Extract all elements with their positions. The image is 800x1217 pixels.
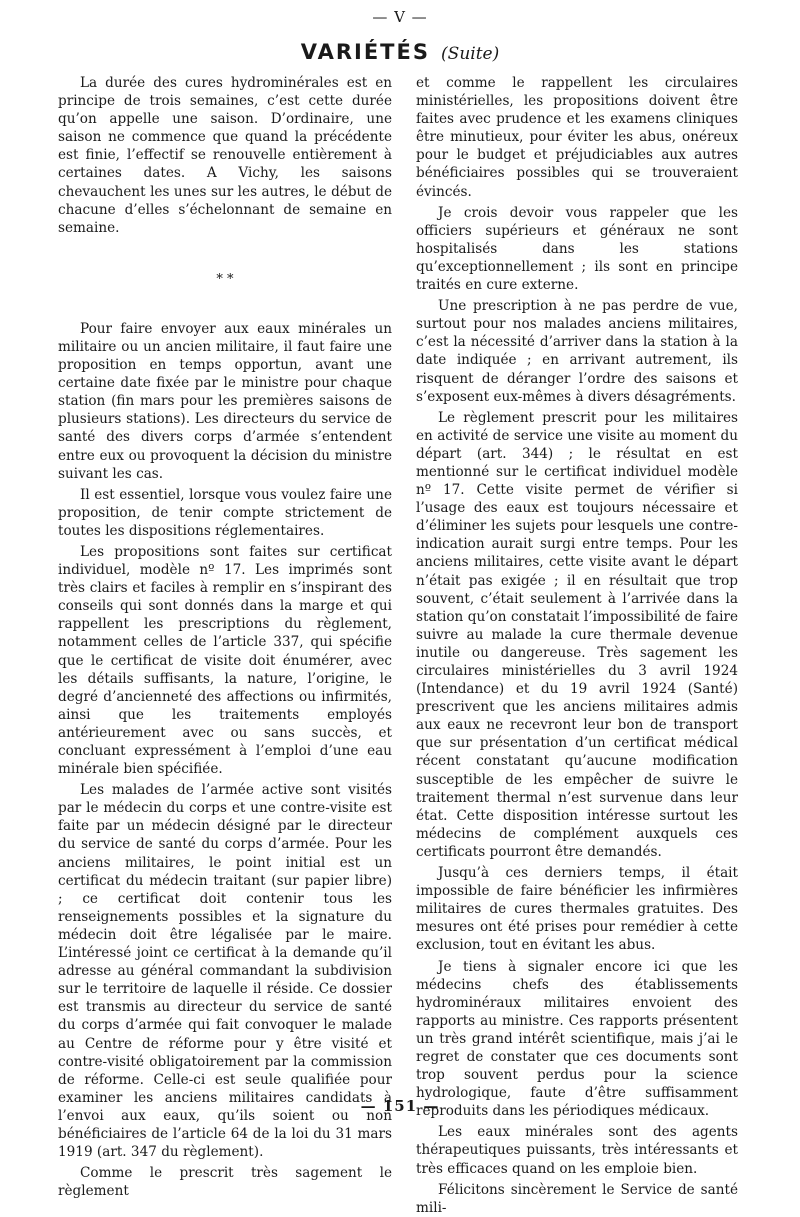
paragraph: Jusqu’à ces derniers temps, il était impossible de faire bénéficier les infirmières militaires de cures thermales gratuites. Des mesures ont été prises pour remédier à cette exclusion, tout en évitant les abus. <box>416 865 738 954</box>
right-column <box>416 74 738 1217</box>
paragraph: La durée des cures hydrominérales est en principe de trois semaines, c’est cette durée qu’on appelle une saison. D’ordinaire, une saison ne commence que quand la précédente est finie, l’effectif se renouvelle entièrement à certaines dates. A Vichy, les saisons chevauchent les unes sur les autres, le début de chacune d’elles s’échelonnant de semaine en semaine. <box>58 75 392 236</box>
paragraph: Pour faire envoyer aux eaux minérales un militaire ou un ancien militaire, il faut faire une proposition en temps opportun, avant une certaine date fixée par le ministre pour chaque station (fin mars pour les premières saisons de plusieurs stations). Les directeurs du service de santé des divers corps d’armée s’entendent entre eux ou provoquent la décision du ministre suivant les cas. <box>58 320 392 482</box>
paragraph: Félicitons sincèrement le Service de santé mili- <box>416 1181 738 1216</box>
title-suite: (Suite) <box>441 44 500 64</box>
paragraph: Comme le prescrit très sagement le règlement <box>58 1165 392 1200</box>
section-number: — V — <box>372 8 428 26</box>
paragraph: Le règlement prescrit pour les militaires en activité de service une visite au moment du départ (art. 344) ; le résultat en est mentionné sur le certificat individuel modèle nº 17. Cette visite permet de vérifier si l’usage des eaux est toujours nécessaire et d’éliminer les sujets pour lesquels une contre-indication aurait surgi entre temps. Pour les anciens militaires, cette visite avant le départ n’était pas exigée ; il en résultait que trop souvent, c’était seulement à l’arrivée dans la station qu’on constatait l’impossibilité de faire suivre au malade la cure thermale devenue inutile ou dangereuse. Très sagement les circulaires ministérielles du 3 avril 1924 (Intendance) et du 19 avril 1924 (Santé) prescrivent que les anciens militaires admis aux eaux ne recevront leur bon de transport que sur présentation d’un certificat médical récent constatant qu’aucune modification susceptible de les empêcher de suivre le traitement thermal n’est survenue dans leur état. Cette disposition intéresse surtout les médecins de complément auxquels ces certificats pourront être demandés. <box>416 409 738 860</box>
paragraph: Je tiens à signaler encore ici que les médecins chefs des établissements hydrominéraux militaires envoient des rapports au ministre. Ces rapports présentent un très grand intérêt scientifique, mais j’ai le regret de constater que ces documents sont trop souvent perdus pour la science hydrologique, faute d’être suffisamment reproduits dans les périodiques médicaux. <box>416 958 738 1120</box>
paragraph: Je crois devoir vous rappeler que les officiers supérieurs et généraux ne sont hospitalisés dans les stations qu’exceptionnellement ; ils sont en principe traités en cure externe. <box>416 204 738 294</box>
paragraph: Les propositions sont faites sur certificat individuel, modèle nº 17. Les imprimés sont très clairs et faciles à remplir en s’inspirant des conseils qui sont donnés dans la marge et qui rappellent les prescriptions du règlement, notamment celles de l’article 337, qui spécifie que le certificat de visite doit énumérer, avec les détails suffisants, la nature, l’origine, le degré d’ancienneté des affections ou infirmités, ainsi que les traitements employés antérieurement avec ou sans succès, et concluant expressément à l’emploi d’une eau minérale bien spécifiée. <box>58 543 392 778</box>
paragraph: Il est essentiel, lorsque vous voulez faire une proposition, de tenir compte strictement de toutes les dispositions réglementaires. <box>58 486 392 539</box>
asterism-separator: * * <box>216 271 234 287</box>
paragraph: Une prescription à ne pas perdre de vue, surtout pour nos malades anciens militaires, c’est la nécessité d’arriver dans la station à la date indiquée ; en arrivant autrement, ils risquent de déranger l’ordre des saisons et s’exposent eux-mêmes à divers désagréments. <box>416 298 738 405</box>
page-title <box>0 40 800 64</box>
paragraph-continued: et comme le rappellent les circulaires ministérielles, les propositions doivent être faites avec prudence et les examens cliniques être minutieux, pour éviter les abus, onéreux pour le budget et préjudiciables aux autres bénéficiaires possibles qui se trouveraient évincés. <box>416 75 738 200</box>
page-number: — 151 — <box>360 1097 440 1115</box>
paragraph: Les malades de l’armée active sont visités par le médecin du corps et une contre-visite est faite par un médecin désigné par le directeur du service de santé du corps d’armée. Pour les anciens militaires, le point initial est un certificat du médecin traitant (sur papier libre) ; ce certificat doit contenir tous les renseignements possibles et la signature du médecin doit être légalisée par le maire. L’intéressé joint ce certificat à la demande qu’il adresse au général commandant la subdivision sur le territoire de laquelle il réside. Ce dossier est transmis au directeur du service de santé du corps d’armée qui fait convoquer le malade au Centre de réforme pour y être visité et contre-visité obligatoirement par la commission de réforme. Celle-ci est seule qualifiée pour examiner les anciens militaires candidats à l’envoi aux eaux, qu’ils soient ou non bénéficiaires de l’article 64 de la loi du 31 mars 1919 (art. 347 du règlement). <box>58 782 392 1161</box>
title-text: VARIÉTÉS <box>300 40 430 64</box>
left-column <box>58 74 392 1200</box>
paragraph: Les eaux minérales sont des agents thérapeutiques puissants, très intéressants et très efficaces quand on les emploie bien. <box>416 1124 738 1177</box>
